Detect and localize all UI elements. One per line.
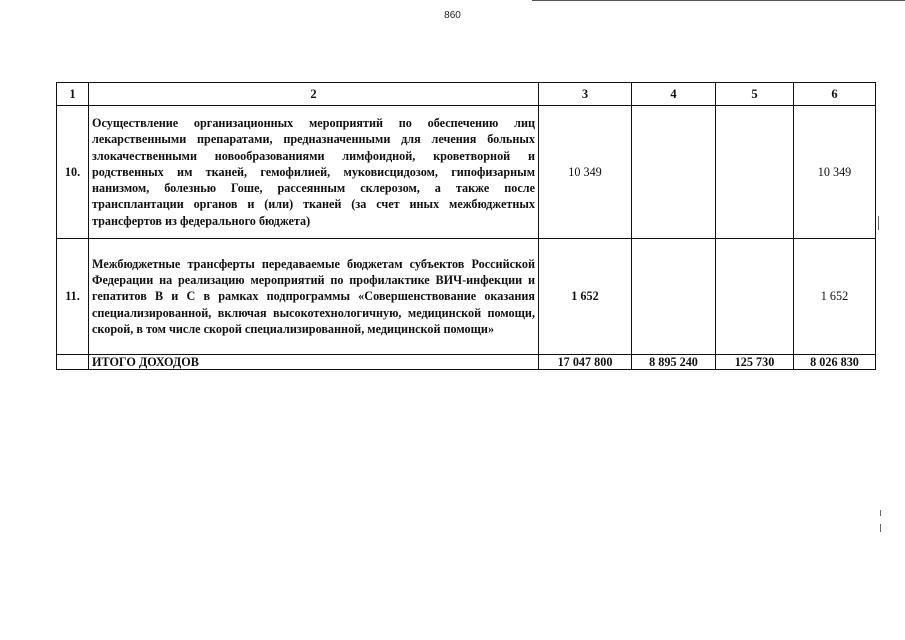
header-col-2: 2	[89, 83, 539, 106]
total-col4-value: 8 895 240	[632, 355, 716, 370]
total-label: ИТОГО ДОХОДОВ	[89, 355, 539, 370]
header-col-4: 4	[632, 83, 716, 106]
revenue-table	[56, 82, 876, 370]
row-col6-value: 10 349	[794, 106, 876, 239]
row-col5-value	[716, 106, 794, 239]
row-col4-value	[632, 239, 716, 355]
row-number: 11.	[57, 239, 89, 355]
row-col6-value: 1 652	[794, 239, 876, 355]
header-col-5: 5	[716, 83, 794, 106]
header-col-1: 1	[57, 83, 89, 106]
total-number	[57, 355, 89, 370]
row-col5-value	[716, 239, 794, 355]
row-col4-value	[632, 106, 716, 239]
table-total-row	[57, 355, 876, 370]
scan-mark	[880, 510, 881, 516]
top-edge-rule	[532, 0, 905, 1]
header-col-3: 3	[539, 83, 632, 106]
total-col6-value: 8 026 830	[794, 355, 876, 370]
header-col-6: 6	[794, 83, 876, 106]
table-row	[57, 106, 876, 239]
row-col3-value: 1 652	[539, 239, 632, 355]
row-description: Осуществление организационных мероприятий по обеспечению лиц лекарственными препаратами, предназначенными для лечения больных злокачественными новообразованиями лимфоидной, кроветворной и родственных им тканей, гемофилией, муковисцидозом, гипофизарным нанизмом, болезнью Гоше, рассеянным склерозом, а также после трансплантации органов и (или) тканей (за счет иных межбюджетных трансфертов из федерального бюджета)	[89, 106, 539, 239]
table-row	[57, 239, 876, 355]
row-col3-value: 10 349	[539, 106, 632, 239]
total-col5-value: 125 730	[716, 355, 794, 370]
scan-mark	[880, 524, 881, 532]
row-number: 10.	[57, 106, 89, 239]
total-col3-value: 17 047 800	[539, 355, 632, 370]
row-description: Межбюджетные трансферты передаваемые бюджетам субъектов Российской Федерации на реализацию мероприятий по профилактике ВИЧ-инфекции и гепатитов В и С в рамках подпрограммы «Совершенствование оказания специализированной, включая высокотехнологичную, медицинской помощи, скорой, в том числе скорой специализированной, медицинской помощи»	[89, 239, 539, 355]
page-number: 860	[444, 10, 461, 21]
scan-mark	[878, 216, 879, 230]
table-header-row	[57, 83, 876, 106]
